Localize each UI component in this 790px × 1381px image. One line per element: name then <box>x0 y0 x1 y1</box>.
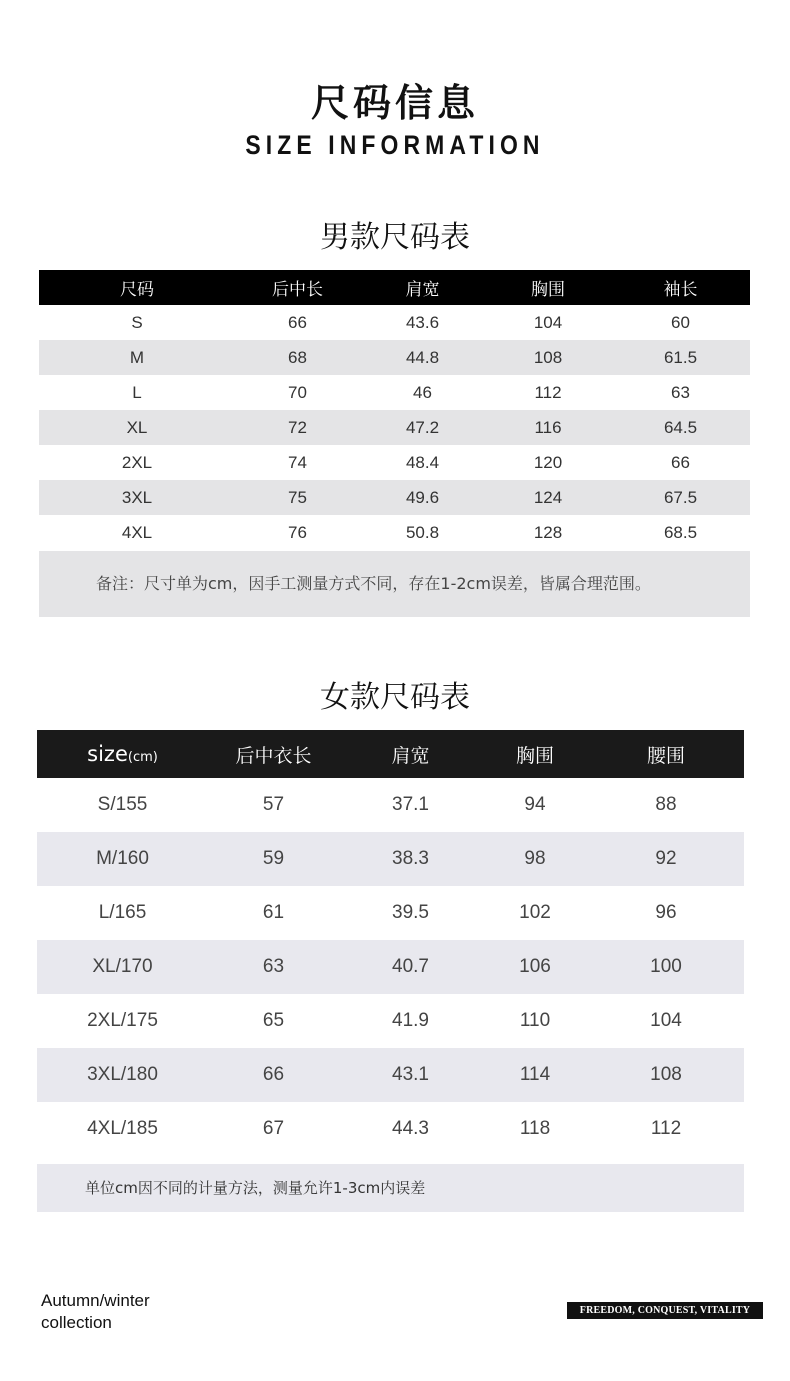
table-cell: 68 <box>235 340 360 375</box>
table-cell: 61.5 <box>611 340 750 375</box>
table-row <box>37 778 744 832</box>
women-size-table <box>37 730 744 1156</box>
page-title: 尺码信息 <box>310 81 479 125</box>
table-cell: M <box>39 340 235 375</box>
men-size-chart-title: 男款尺码表 <box>320 220 470 255</box>
table-cell: 108 <box>485 340 611 375</box>
table-cell: 88 <box>655 794 677 815</box>
table-cell: S <box>131 312 143 332</box>
table-cell: 39.5 <box>392 902 429 923</box>
table-cell: 2XL <box>121 452 153 472</box>
table-cell: 70 <box>288 382 307 402</box>
table-cell: 96 <box>655 902 677 923</box>
table-cell: 57 <box>262 794 285 815</box>
table-cell: 100 <box>588 940 744 994</box>
table-cell: L <box>132 382 142 402</box>
table-cell: 106 <box>482 940 588 994</box>
table-cell: 43.6 <box>405 312 440 332</box>
table-cell: 124 <box>485 480 611 515</box>
table-cell: 4XL/185 <box>87 1118 158 1139</box>
table-cell: 3XL <box>39 480 235 515</box>
table-cell: 66 <box>208 1048 339 1102</box>
table-cell: 74 <box>288 452 307 472</box>
table-row <box>37 994 744 1048</box>
table-cell: 63 <box>208 940 339 994</box>
table-cell: 104 <box>650 1010 682 1031</box>
table-cell: 76 <box>288 522 307 542</box>
table-cell: 43.1 <box>339 1048 482 1102</box>
table-cell: 64.5 <box>611 410 750 445</box>
table-cell: L/165 <box>98 902 147 923</box>
table-cell: 50.8 <box>405 522 440 542</box>
men-size-note: 备注：尺寸单为cm，因手工测量方式不同，存在1-2cm误差，皆属合理范围。 <box>39 551 750 617</box>
table-cell: 67.5 <box>611 480 750 515</box>
table-cell: XL/170 <box>37 940 208 994</box>
table-cell: 104 <box>533 312 563 332</box>
size-unit-label: (cm) <box>127 750 158 765</box>
table-header-row <box>39 270 750 305</box>
table-cell: 68.5 <box>663 522 698 542</box>
table-row <box>37 940 744 994</box>
table-row <box>39 340 750 375</box>
table-cell: 112 <box>534 382 562 402</box>
table-cell: 98 <box>482 832 588 886</box>
table-cell: 41.9 <box>392 1010 429 1031</box>
slogan-badge: FREEDOM, CONQUEST, VITALITY <box>567 1302 763 1319</box>
table-cell: 4XL <box>121 522 153 542</box>
table-header-row <box>37 730 744 778</box>
table-row <box>37 832 744 886</box>
table-cell: 66 <box>288 312 307 332</box>
table-cell: 44.3 <box>392 1118 429 1139</box>
table-row <box>39 305 750 340</box>
table-cell: 72 <box>235 410 360 445</box>
table-row <box>39 410 750 445</box>
column-header: 袖长 <box>611 270 750 305</box>
table-cell: XL <box>39 410 235 445</box>
table-cell: 102 <box>519 902 551 923</box>
table-cell: 116 <box>485 410 611 445</box>
column-header: 尺码 <box>39 270 235 305</box>
table-cell: 3XL/180 <box>37 1048 208 1102</box>
column-header: 后中长 <box>235 270 360 305</box>
table-cell: 65 <box>262 1010 285 1031</box>
table-cell: S/155 <box>97 794 148 815</box>
collection-label-line1: Autumn/winter <box>41 1291 150 1310</box>
table-cell: 44.8 <box>360 340 485 375</box>
table-cell: 2XL/175 <box>87 1010 158 1031</box>
table-row <box>39 515 750 550</box>
table-cell: 67 <box>262 1118 285 1139</box>
table-cell: 120 <box>533 452 563 472</box>
table-cell: 66 <box>671 452 690 472</box>
table-row <box>37 1048 744 1102</box>
page-subtitle: SIZE INFORMATION <box>245 130 545 160</box>
column-header: 肩宽 <box>360 270 485 305</box>
table-cell: 48.4 <box>405 452 440 472</box>
table-cell: 47.2 <box>360 410 485 445</box>
table-cell: 49.6 <box>360 480 485 515</box>
table-cell: 38.3 <box>339 832 482 886</box>
table-cell: 92 <box>588 832 744 886</box>
table-cell: 118 <box>519 1118 551 1139</box>
table-cell: 60 <box>671 312 690 332</box>
table-cell: 94 <box>524 794 546 815</box>
table-cell: 37.1 <box>392 794 429 815</box>
table-row <box>39 445 750 480</box>
table-row <box>39 375 750 410</box>
size-label: size <box>87 742 128 766</box>
table-cell: 114 <box>482 1048 588 1102</box>
table-cell: 40.7 <box>339 940 482 994</box>
table-cell: 75 <box>235 480 360 515</box>
women-size-chart-title: 女款尺码表 <box>320 680 470 715</box>
table-row <box>37 1102 744 1156</box>
column-header: 胸围 <box>485 270 611 305</box>
collection-label-line2: collection <box>41 1313 112 1332</box>
table-cell: 110 <box>519 1010 551 1031</box>
table-row <box>37 886 744 940</box>
table-cell: 112 <box>650 1118 682 1139</box>
collection-label <box>41 1290 150 1334</box>
column-header: 腰围 <box>588 730 744 778</box>
column-header: 肩宽 <box>339 730 482 778</box>
women-size-note: 单位cm因不同的计量方法，测量允许1-3cm内误差 <box>37 1164 744 1212</box>
table-cell: 63 <box>671 382 690 402</box>
table-cell: 46 <box>413 382 432 402</box>
table-row <box>39 480 750 515</box>
column-header-size <box>37 730 208 778</box>
table-cell: 108 <box>588 1048 744 1102</box>
table-cell: 128 <box>533 522 563 542</box>
men-size-table <box>39 270 750 550</box>
column-header: 后中衣长 <box>208 730 339 778</box>
column-header: 胸围 <box>482 730 588 778</box>
table-cell: 59 <box>208 832 339 886</box>
table-cell: 61 <box>262 902 285 923</box>
table-cell: M/160 <box>37 832 208 886</box>
